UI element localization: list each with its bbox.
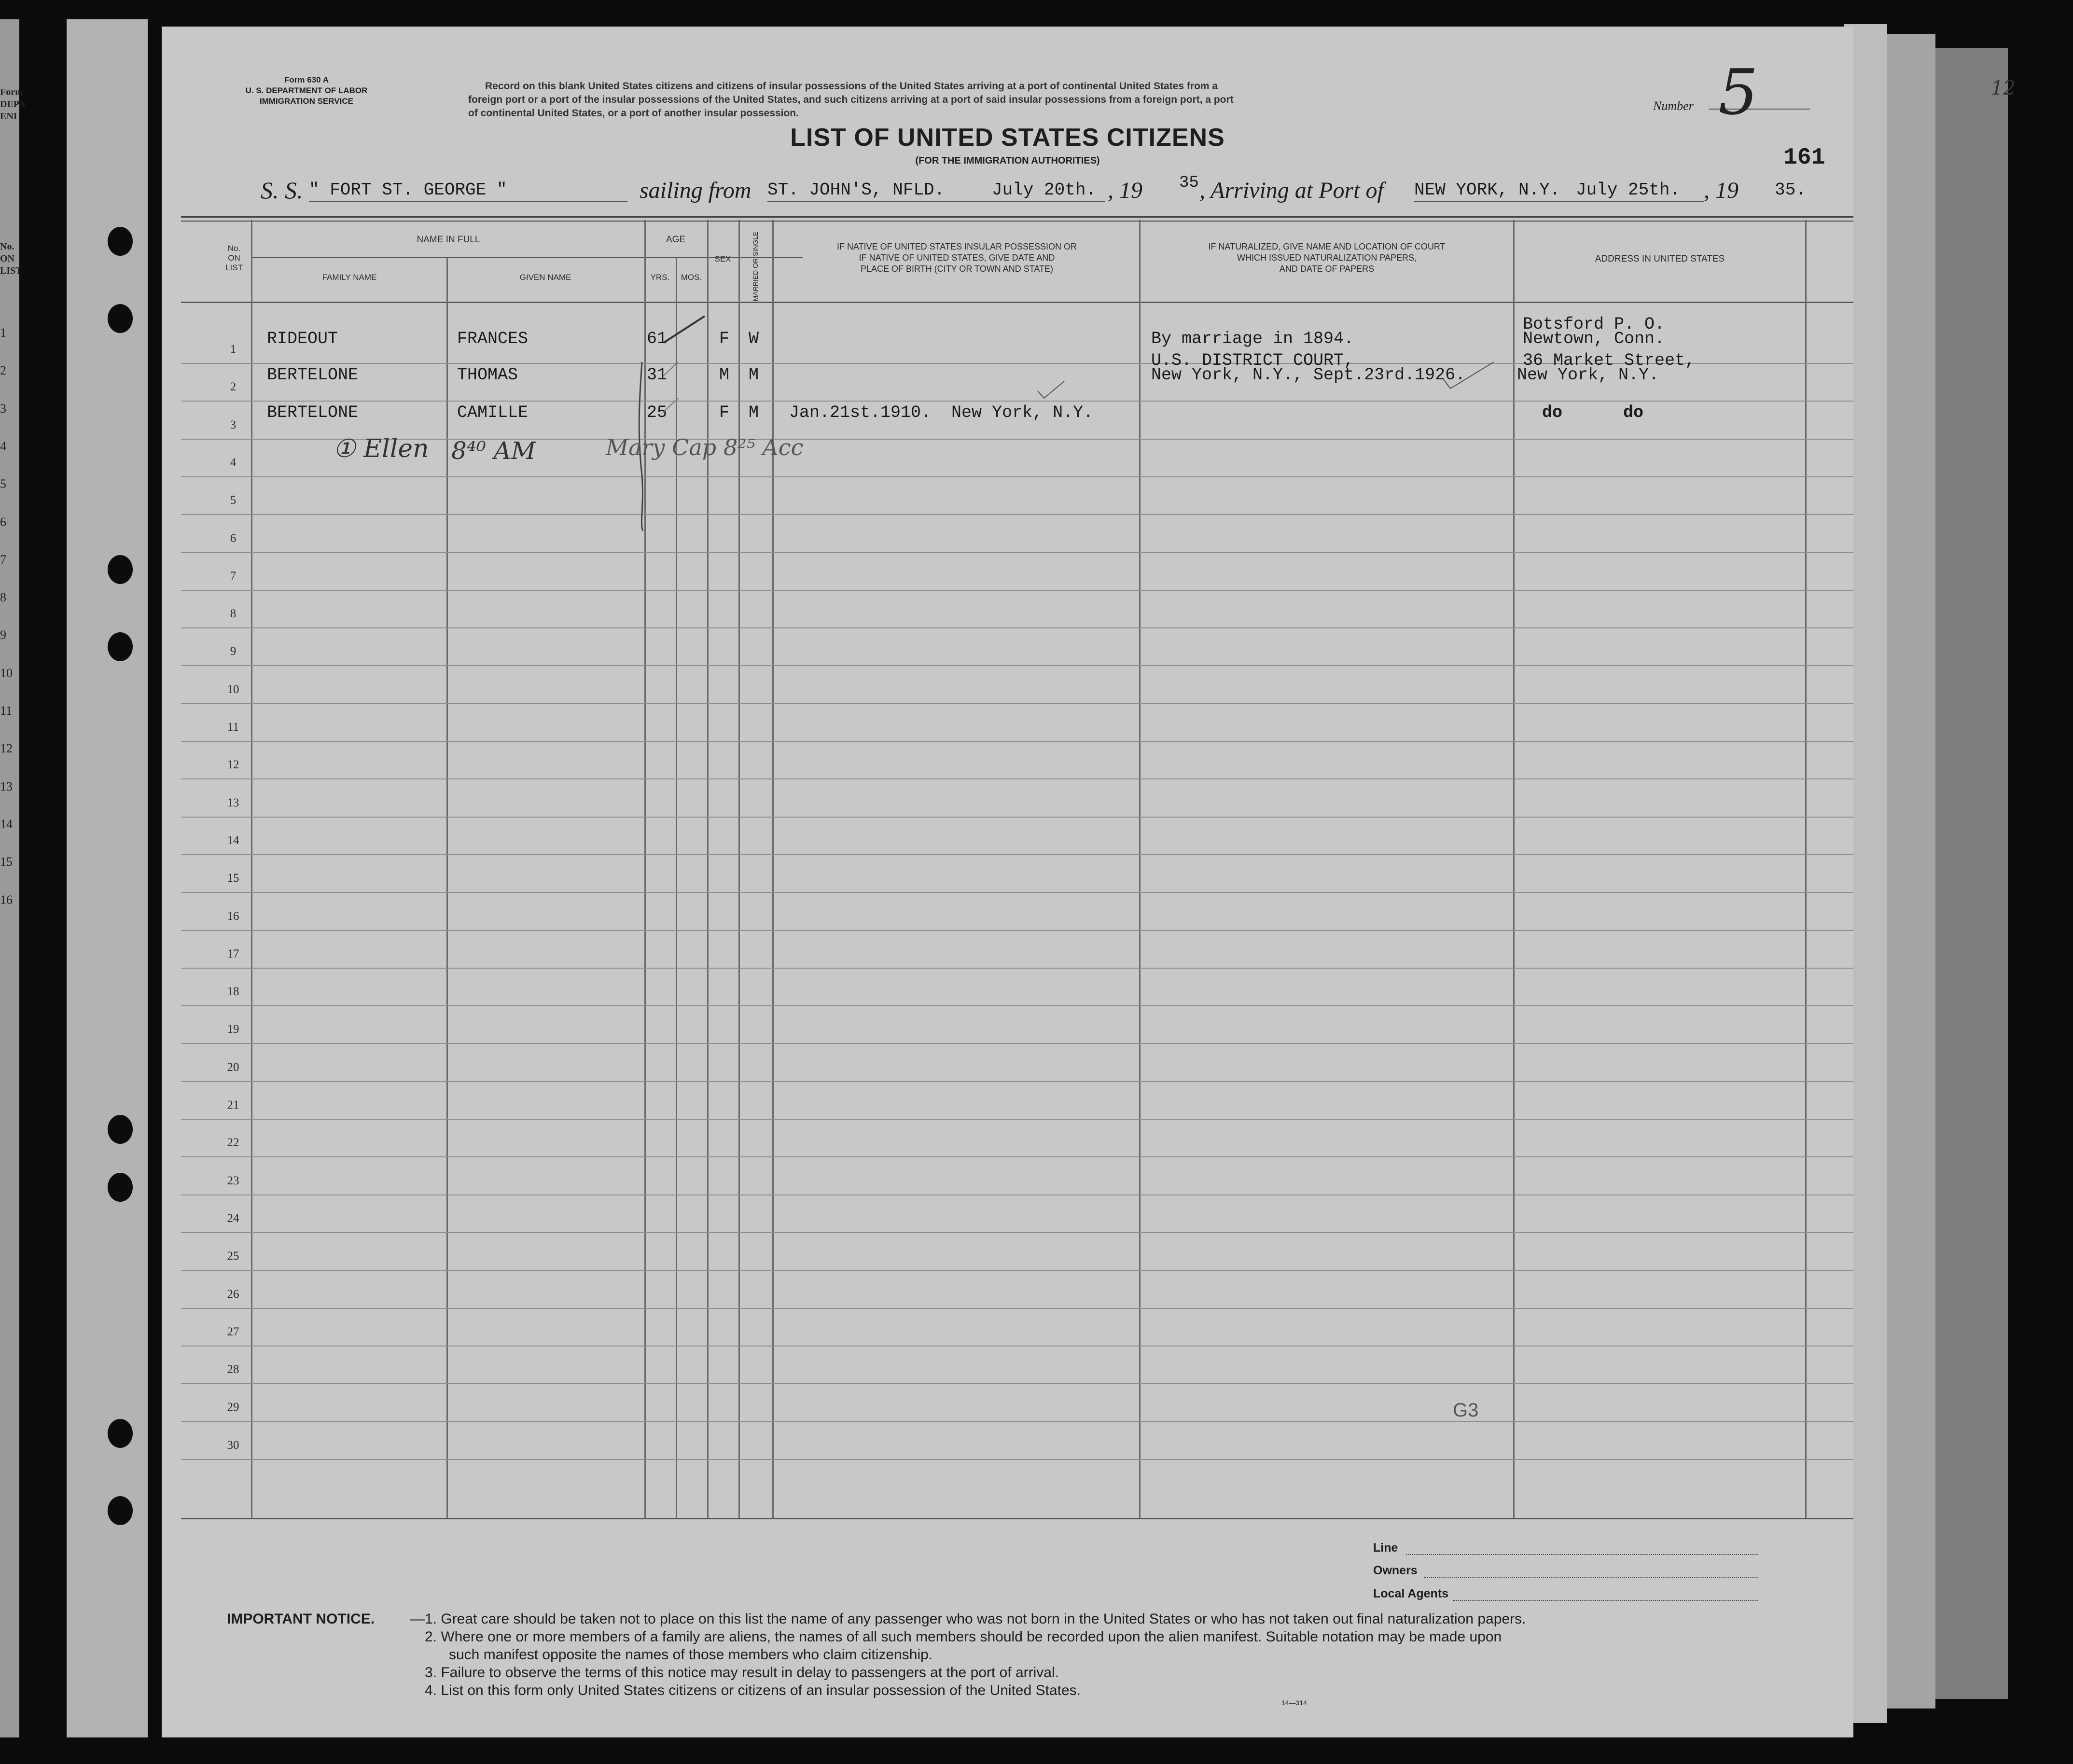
strip-row-number: 16: [0, 893, 13, 907]
row-rule: [181, 1005, 1853, 1006]
header-address: ADDRESS IN UNITED STATES: [1595, 254, 1725, 264]
header-mos: MOS.: [681, 273, 702, 282]
row-number: 20: [227, 1061, 239, 1074]
header-text: PLACE OF BIRTH (CITY OR TOWN AND STATE): [860, 264, 1054, 274]
row3-birth: Jan.21st.1910. New York, N.Y.: [789, 403, 1094, 422]
binder-hole: [108, 1496, 133, 1525]
col-line: [1513, 220, 1515, 1518]
check-mark: [1441, 360, 1499, 398]
notice-title: IMPORTANT NOTICE.: [227, 1611, 375, 1627]
row-rule: [181, 854, 1853, 855]
row-rule: [181, 627, 1853, 628]
row1-family: RIDEOUT: [267, 329, 338, 348]
strip-row-number: 7: [0, 553, 6, 567]
binder-hole: [108, 227, 133, 256]
strip-row-number: 9: [0, 628, 6, 642]
row-number: 23: [227, 1174, 239, 1187]
service: IMMIGRATION SERVICE: [260, 97, 353, 106]
binder-hole: [108, 1173, 133, 1202]
row3-family: BERTELONE: [267, 403, 359, 422]
col-line: [1139, 220, 1141, 1518]
header-text: AND DATE OF PAPERS: [1279, 264, 1375, 274]
row1-marital: W: [749, 329, 759, 348]
col-line: [772, 220, 774, 1518]
row-number: 7: [230, 569, 237, 583]
header-text: No.: [227, 244, 241, 253]
header-given-name: GIVEN NAME: [519, 273, 571, 282]
notice-2-cont: such manifest opposite the names of those members who claim citizenship.: [449, 1647, 933, 1663]
arrival-port: NEW YORK, N.Y.: [1414, 180, 1560, 200]
binder-hole: [108, 304, 133, 333]
number-label: Number: [1653, 99, 1694, 113]
row-number: 12: [227, 758, 239, 771]
row-number: 9: [230, 645, 237, 658]
strip-text: ON: [0, 253, 14, 264]
header-text: IF NATIVE OF UNITED STATES, GIVE DATE AND: [859, 253, 1055, 263]
row1-sex: F: [719, 329, 730, 348]
strip-row-number: 15: [0, 855, 13, 869]
row-number: 4: [230, 456, 237, 469]
row-rule: [181, 1346, 1853, 1347]
row2-address-2: New York, N.Y.: [1517, 365, 1659, 385]
instructions-line: of continental United States, or a port of another insular possession.: [468, 108, 799, 119]
table-bottom-rule: [181, 1518, 1853, 1519]
back-page: [1882, 34, 1935, 1708]
row-rule: [181, 930, 1853, 931]
row-number: 26: [227, 1288, 239, 1301]
row1-address-2: Newtown, Conn.: [1523, 329, 1665, 348]
row30-mark: G3: [1453, 1400, 1479, 1421]
row-number: 2: [230, 380, 237, 393]
row-rule: [181, 703, 1853, 704]
print-code: 14—314: [1281, 1699, 1307, 1707]
strip-row-number: 12: [0, 741, 13, 755]
row3-marital: M: [749, 403, 759, 422]
owners-field: [1424, 1577, 1758, 1578]
line-field: [1406, 1554, 1758, 1555]
row-number: 6: [230, 532, 237, 545]
row-rule: [181, 1421, 1853, 1422]
row-number: 14: [227, 834, 239, 847]
row-number: 30: [227, 1439, 239, 1452]
row2-marital: M: [749, 365, 759, 385]
header-text: WHICH ISSUED NATURALIZATION PAPERS,: [1237, 253, 1417, 263]
arrival-year-prefix: , 19: [1704, 178, 1739, 203]
row2-sex: M: [719, 365, 730, 385]
strip-text: Form: [0, 87, 23, 97]
header-family-name: FAMILY NAME: [322, 273, 377, 282]
row2-naturalization-2: New York, N.Y., Sept.23rd.1926.: [1151, 365, 1466, 385]
row-number: 13: [227, 796, 239, 809]
strip-row-number: 8: [0, 590, 6, 604]
binder-hole: [108, 632, 133, 661]
page-number: 161: [1783, 145, 1825, 171]
row-number: 25: [227, 1250, 239, 1263]
row-rule: [181, 817, 1853, 818]
row-number: 28: [227, 1363, 239, 1376]
arriving-label: , Arriving at Port of: [1199, 178, 1384, 203]
ship-underline: [309, 201, 627, 202]
row-rule: [181, 1308, 1853, 1309]
strip-text: No.: [0, 241, 14, 252]
handwritten-note: 8⁴⁰ AM: [451, 437, 536, 465]
row-rule: [181, 1270, 1853, 1271]
header-text: IF NATIVE OF UNITED STATES INSULAR POSSESSION OR: [836, 242, 1077, 251]
strip-row-number: 3: [0, 402, 6, 416]
header-text: LIST: [225, 263, 243, 272]
form-id-block: [229, 75, 384, 107]
row3-sex: F: [719, 403, 730, 422]
row3-given: CAMILLE: [457, 403, 529, 422]
row-number: 17: [227, 947, 239, 960]
col-line: [1805, 220, 1807, 1518]
instructions-line: Record on this blank United States citizens and citizens of insular possessions of the United States arriving at a port of continental United States from a: [485, 81, 1218, 92]
header-text: IF NATURALIZED, GIVE NAME AND LOCATION OF COURT: [1208, 242, 1446, 251]
arrival-date: July 25th.: [1576, 180, 1681, 200]
strip-row-number: 10: [0, 666, 13, 680]
row-number: 21: [227, 1098, 239, 1111]
voyage-line: [162, 176, 1853, 205]
notice-2: 2. Where one or more members of a family are aliens, the names of all such members should be recorded upon the alien manifest. Suitable notation may be made upon: [425, 1629, 1502, 1645]
row-rule: [181, 892, 1853, 893]
departure-port: ST. JOHN'S, NFLD.: [767, 180, 945, 200]
row-rule: [181, 968, 1853, 969]
header-age: AGE: [666, 235, 686, 245]
row-rule: [181, 1459, 1853, 1460]
owners-label: Owners: [1373, 1564, 1418, 1577]
row3-address: do do: [1542, 403, 1644, 422]
row-rule: [181, 778, 1853, 779]
row-rule: [181, 1119, 1853, 1120]
page-title: LIST OF UNITED STATES CITIZENS: [790, 124, 1225, 152]
strip-row-number: 1: [0, 326, 6, 340]
notice-3: 3. Failure to observe the terms of this notice may result in delay to passengers at the port of arrival.: [425, 1665, 1059, 1681]
ss-label: S. S.: [261, 177, 303, 204]
row-rule: [181, 1156, 1853, 1157]
notice-4: 4. List on this form only United States citizens or citizens of an insular possession of the United States.: [425, 1682, 1081, 1698]
row2-naturalization-1: U.S. DISTRICT COURT,: [1151, 351, 1354, 370]
strip-row-number: 4: [0, 439, 6, 453]
row-number: 24: [227, 1212, 239, 1225]
strip-row-number: 13: [0, 779, 13, 793]
row-rule: [181, 401, 1853, 402]
row1-yrs: 61: [647, 329, 668, 348]
number-value: 5: [1718, 56, 1758, 129]
header-native: [775, 241, 1139, 275]
header-yrs: YRS.: [650, 273, 670, 282]
notice-1: —1. Great care should be taken not to place on this list the name of any passenger who was not born in the United States or who has not taken out final naturalization papers.: [410, 1611, 1526, 1627]
line-label: Line: [1373, 1541, 1398, 1555]
row-number: 15: [227, 872, 239, 885]
row-rule: [181, 552, 1853, 553]
header-text: ON: [228, 253, 240, 263]
row-rule: [181, 741, 1853, 742]
row-number: 5: [230, 494, 237, 507]
handwritten-note: Mary Cap 8²⁵ Acc: [606, 434, 804, 460]
depart-year: 35: [1179, 174, 1199, 192]
header-bottom-rule: [181, 302, 1853, 303]
header-name-in-full: NAME IN FULL: [417, 235, 480, 245]
row-number: 3: [230, 418, 237, 431]
row-rule: [181, 665, 1853, 666]
header-naturalized: [1141, 241, 1513, 275]
row2-address-1: 36 Market Street,: [1523, 351, 1696, 370]
row1-address-1: Botsford P. O.: [1523, 315, 1665, 334]
binder-hole: [108, 1419, 133, 1448]
row-number: 27: [227, 1325, 239, 1338]
binder-hole: [108, 1115, 133, 1144]
strip-text: ENI: [0, 111, 17, 122]
handwritten-note: ① Ellen: [333, 434, 429, 463]
form-id: Form 630 A: [284, 75, 329, 84]
check-mark: [1035, 379, 1074, 408]
corner-mark: 12: [1991, 77, 2016, 99]
strip-text: LIST: [0, 265, 22, 276]
row-rule: [181, 439, 1853, 440]
row1-given: FRANCES: [457, 329, 529, 348]
sailing-label: sailing from: [640, 178, 751, 203]
row2-family: BERTELONE: [267, 365, 359, 385]
col-line: [446, 258, 448, 1518]
row-rule: [181, 1081, 1853, 1082]
departure-underline: [767, 201, 1105, 202]
table-top-rule: [181, 216, 1853, 218]
row-number: 19: [227, 1023, 239, 1036]
row-rule: [181, 590, 1853, 591]
row-number: 11: [227, 721, 239, 734]
header-married-or-single: MARRIED OR SINGLE: [751, 231, 759, 302]
row1-naturalization: By marriage in 1894.: [1151, 329, 1354, 348]
departure-date: July 20th.: [992, 180, 1097, 200]
department: U. S. DEPARTMENT OF LABOR: [245, 86, 368, 95]
page-subtitle: (FOR THE IMMIGRATION AUTHORITIES): [915, 155, 1100, 166]
strip-text: DEPA: [0, 99, 26, 110]
row3-yrs: 25: [647, 403, 668, 422]
strip-row-number: 6: [0, 515, 6, 529]
previous-page-strip: [0, 19, 26, 1737]
strip-row-number: 11: [0, 704, 13, 718]
binder-hole: [108, 555, 133, 584]
arrival-year: 35.: [1775, 180, 1806, 200]
instructions: [468, 80, 1723, 120]
agents-field: [1453, 1600, 1758, 1601]
header-no-on-list: [217, 244, 251, 273]
row-number: 8: [230, 607, 237, 620]
row-rule: [181, 1043, 1853, 1044]
header-sex: SEX: [714, 254, 731, 264]
manifest-sheet: [162, 27, 2016, 1737]
depart-year-prefix: , 19: [1108, 178, 1142, 203]
row-number: 29: [227, 1401, 239, 1414]
strip-row-number: 14: [0, 817, 13, 831]
check-marks: [644, 297, 741, 442]
row2-given: THOMAS: [457, 365, 518, 385]
binder-strip: [67, 19, 148, 1737]
agents-label: Local Agents: [1373, 1587, 1449, 1600]
strip-row-number: 2: [0, 363, 6, 377]
row-number: 1: [230, 343, 237, 356]
col-line: [251, 220, 252, 1518]
row-number: 10: [227, 683, 239, 696]
row-rule: [181, 1383, 1853, 1384]
arrival-underline: [1414, 201, 1704, 202]
row-rule: [181, 514, 1853, 515]
row-number: 22: [227, 1136, 239, 1149]
ship-name: " FORT ST. GEORGE ": [309, 180, 507, 200]
row-rule: [181, 1232, 1853, 1233]
instructions-line: foreign port or a port of the insular possessions of the United States, and such citizens arriving at a port of said insular possessions from a foreign port, a port: [468, 94, 1234, 105]
row-number: 16: [227, 910, 239, 923]
strip-row-number: 5: [0, 477, 6, 491]
row-number: 18: [227, 985, 239, 998]
row2-yrs: 31: [647, 365, 668, 385]
row-rule: [181, 476, 1853, 477]
table-top-rule-2: [181, 221, 1853, 222]
